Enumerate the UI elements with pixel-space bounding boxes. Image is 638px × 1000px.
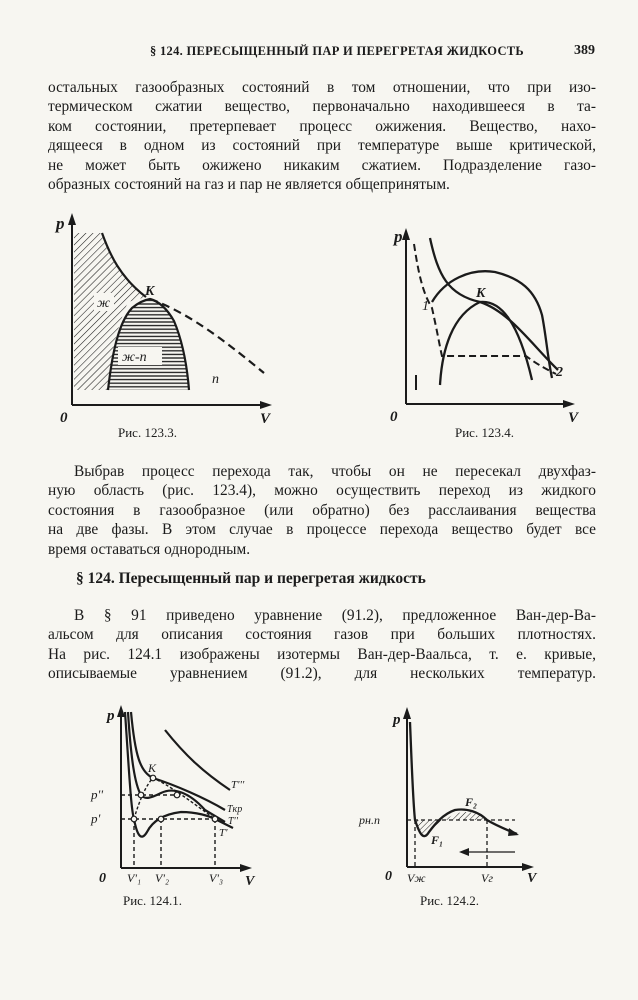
critical-point-label: K: [148, 761, 157, 775]
text-line: описываемые уравнением (91.2), для нескольких температур.: [48, 665, 596, 683]
text-line: альсом для описания состояния газов при больших плотностях.: [48, 626, 596, 644]
section-heading: § 124. Пересыщенный пар и перегретая жидкость: [76, 570, 426, 587]
text-line: остальных газообразных состояний в том отношении, что при изо-: [48, 79, 596, 96]
axis-v-label: V: [568, 410, 579, 426]
caption-123-3: Рис. 123.3.: [118, 425, 177, 440]
t-critical-label: Tкр: [227, 804, 243, 815]
axis-v-label: V: [245, 874, 255, 889]
p-saturated-label: pн.п: [359, 813, 380, 827]
caption-124-2: Рис. 124.2.: [420, 893, 479, 908]
area-f1-label: F₁: [431, 833, 444, 847]
paragraph-3: [48, 606, 596, 684]
paragraph-2: [48, 462, 596, 559]
text-line: время оставаться однородным.: [48, 540, 251, 558]
text-line: не может быть ожижено никаким сжатием. Подразделение газо-: [48, 156, 596, 174]
figure-124-2: [355, 702, 545, 887]
v-liquid-label: Vж: [407, 871, 426, 885]
text-line: Выбрав процесс перехода так, чтобы он не пересекал двухфаз-: [74, 463, 596, 480]
paragraph-1: [48, 78, 596, 194]
page-number: 389: [574, 43, 595, 58]
v1-label: V'₁: [127, 871, 142, 885]
axis-v-label: V: [260, 411, 271, 427]
v3-label: V'₃: [209, 871, 224, 885]
p-prime-label: p': [91, 811, 101, 826]
text-line: термическом сжатии вещество, первоначально находившееся в та-: [48, 98, 596, 116]
origin-label: 0: [99, 871, 106, 886]
text-line: ком состоянии, претерпевает процесс ожижения. Вещество, нахо-: [48, 117, 596, 135]
axis-v-label: V: [527, 871, 537, 886]
text-line: образных состояний на газ и пар не является общепринятым.: [48, 176, 450, 194]
figure-123-3: [50, 205, 290, 430]
axis-p-label: p: [393, 712, 401, 728]
area-f2-label: F₂: [465, 795, 478, 809]
origin-label: 0: [385, 869, 392, 884]
running-header: [0, 44, 638, 62]
critical-point-label: K: [145, 284, 155, 299]
axis-p-label: p: [394, 227, 403, 246]
t-double-prime-label: T'': [228, 816, 238, 827]
header-title: § 124. ПЕРЕСЫЩЕННЫЙ ПАР И ПЕРЕГРЕТАЯ ЖИДКОСТЬ: [150, 44, 524, 58]
caption-123-4: Рис. 123.4.: [455, 425, 514, 440]
text-line: ную область (рис. 123.4), можно осуществить переход из жидкого: [48, 482, 596, 500]
point-1-label: 1: [422, 299, 429, 314]
text-line: В § 91 приведено уравнение (91.2), предложенное Ван-дер-Ва-: [74, 607, 596, 624]
point-2-label: 2: [556, 365, 563, 380]
p-double-prime-label: p'': [91, 787, 104, 802]
text-line: состояния в газообразное (или обратно) без расслаивания вещества: [48, 501, 596, 519]
text-line: на две фазы. В этом случае в процессе перехода вещество будет все: [48, 521, 596, 539]
axis-p-label: p: [56, 214, 65, 233]
t-prime-label: T': [219, 827, 228, 839]
axis-p-label: p: [107, 708, 115, 724]
liquid-region-label: ж: [97, 296, 111, 311]
figure-124-1: [85, 700, 270, 890]
t-triple-prime-label: T''': [231, 779, 245, 791]
figure-123-4: [360, 220, 590, 430]
v2-label: V'₂: [155, 871, 170, 885]
origin-label: 0: [390, 409, 398, 425]
text-line: На рис. 124.1 изображены изотермы Ван-дер-Ваальса, т. е. кривые,: [48, 645, 596, 663]
caption-124-1: Рис. 124.1.: [123, 893, 182, 908]
two-phase-region-label: ж-п: [122, 350, 147, 365]
critical-point-label: K: [476, 286, 486, 301]
text-line: дящееся в одном из состояний при температуре выше критической,: [48, 137, 596, 155]
v-gas-label: Vг: [481, 871, 494, 885]
origin-label: 0: [60, 410, 68, 426]
vapor-region-label: п: [212, 372, 219, 387]
